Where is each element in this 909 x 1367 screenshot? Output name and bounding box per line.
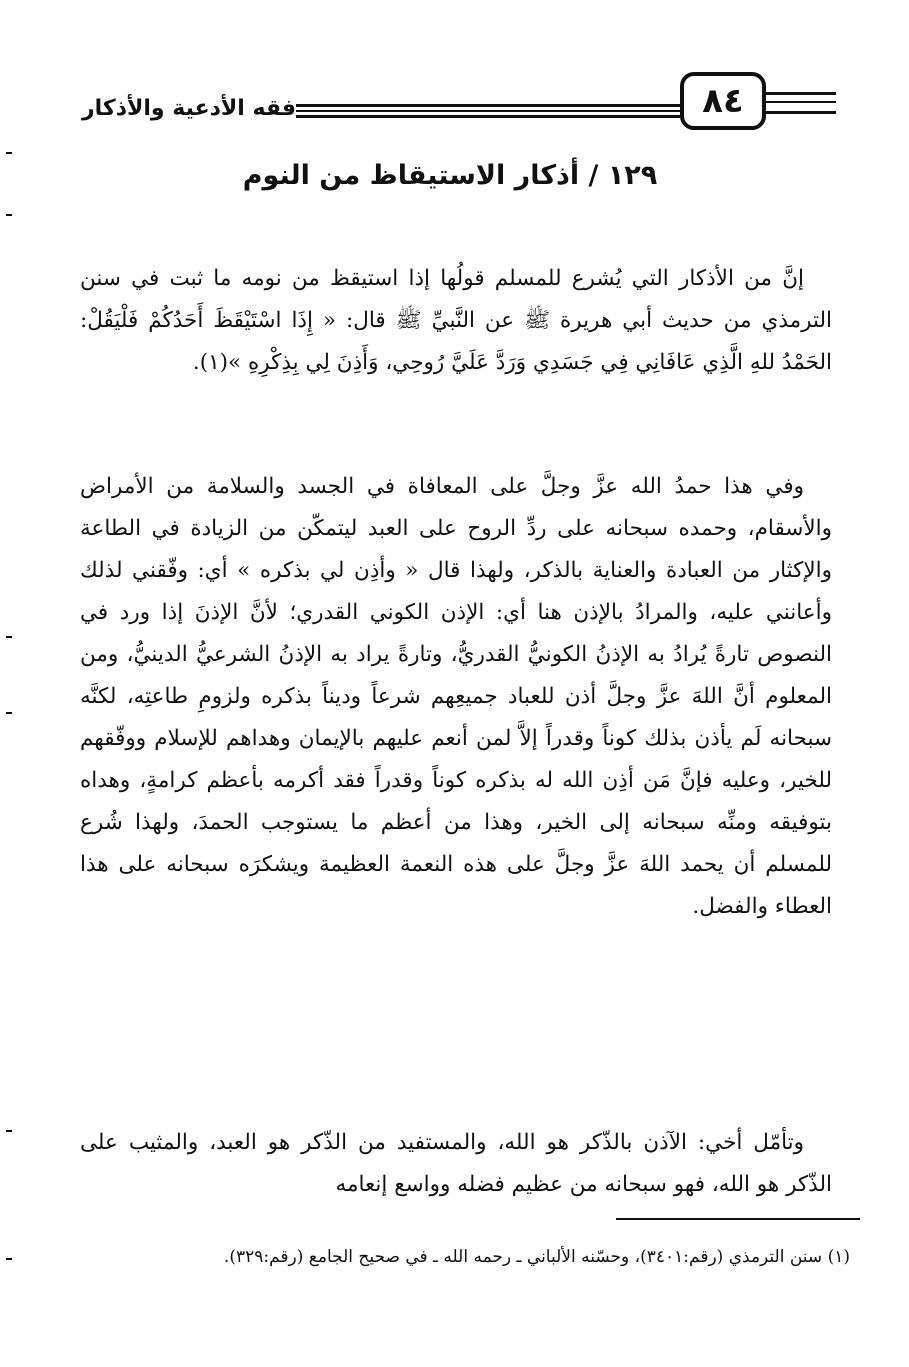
running-title: فقه الأدعية والأذكار — [82, 96, 297, 121]
margin-mark — [6, 712, 12, 714]
margin-mark — [6, 636, 12, 638]
footnote: (١) سنن الترمذي (رقم:٣٤٠١)، وحسّنه الألباني ـ رحمه الله ـ في صحيح الجامع (رقم:٣٢٩). — [223, 1247, 850, 1267]
footnote-separator — [616, 1218, 860, 1220]
paragraph-2: وفي هذا حمدُ الله عزَّ وجلَّ على المعافاة في الجسد والسلامة من الأمراض والأسقام، وحمده سبحانه على ردِّ الروح على العبد ليتمكّن من الزيادة في الطاعة والإكثار من العبادة والعناية بالذكر، ولهذا قال « وأذِن لي بذكره » أي: وفّقني لذلك وأعانني عليه، والمرادُ بالإذن هنا أي: الإذن الكوني القدري؛ لأنَّ الإذنَ إذا ورد في النصوص تارةً يُرادُ به الإذنُ الكونيُّ القدريُّ، وتارةً يراد به الإذنُ الشرعيُّ الدينيُّ، ومن المعلوم أنَّ اللهَ عزَّ وجلَّ أذن للعباد جميعِهم شرعاً وديناً بذكره ولزومِ طاعتِه، لكنَّه سبحانه لَم يأذن بذلك كوناً وقدراً إلاَّ لمن أنعم عليهم بالإيمان وهداهم للإسلام ووفّقهم للخير، وعليه فإنَّ مَن أذِن الله له بذكره كوناً وقدراً فقد أكرمه بأعظم كرامةٍ، وهداه بتوفيقه ومنِّه سبحانه إلى الخير، وهذا من أعظم ما يستوجب الحمدَ، ولهذا شُرع للمسلم أن يحمد اللهَ عزَّ وجلَّ على هذه النعمة العظيمة ويشكرَه سبحانه على هذا العطاء والفضل. — [80, 473, 832, 919]
chapter-title: ١٢٩ / أذكار الاستيقاظ من النوم — [242, 160, 658, 191]
paragraph-3: وتأمّل أخي: الآذن بالذّكر هو الله، والمستفيد من الذّكر هو العبد، والمثيب على الذّكر هو الله، فهو سبحانه من عظيم فضله وواسع إنعامه — [80, 1129, 832, 1197]
margin-mark — [6, 1130, 12, 1132]
header-decorative-rule-right — [766, 92, 836, 114]
paragraph-1: إنَّ من الأذكار التي يُشرع للمسلم قولُها إذا استيقظ من نومه ما ثبت في سنن الترمذي من حديث أبي هريرة ﷺ عن النَّبيِّ ﷺ قال: « إِذَا اسْتَيْقَظَ أَحَدُكُمْ فَلْيَقُلْ: الحَمْدُ للهِ الَّذِي عَافَانِي فِي جَسَدِي وَرَدَّ عَلَيَّ رُوحِي، وَأَذِنَ لِي بِذِكْرِهِ »(١). — [80, 265, 832, 375]
margin-mark — [6, 152, 12, 154]
header-decorative-rule-left — [296, 104, 680, 118]
page-number: ٨٤ — [680, 72, 766, 130]
margin-mark — [6, 1258, 12, 1260]
margin-mark — [6, 214, 12, 216]
